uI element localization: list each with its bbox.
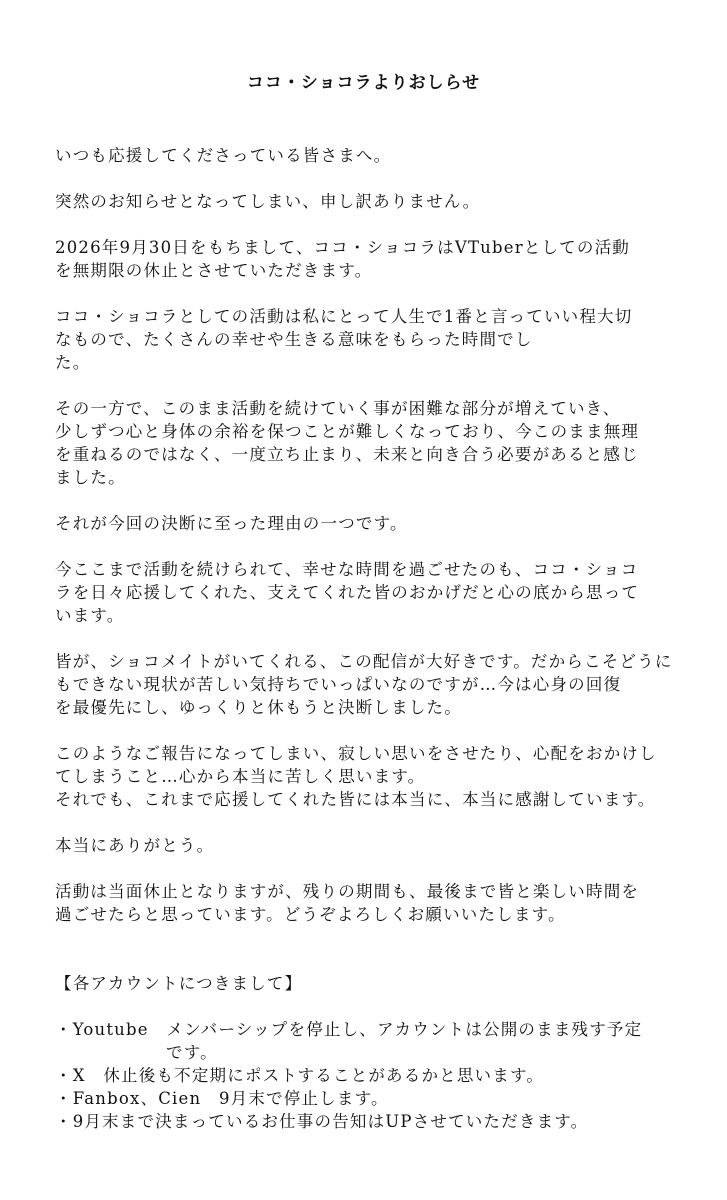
spacer bbox=[55, 949, 695, 972]
paragraph-line: 活動は当面休止となりますが、残りの期間も、最後まで皆と楽しい時間を bbox=[55, 882, 640, 901]
paragraph-line: このようなご報告になってしまい、寂しい思いをさせたり、心配をおかけし bbox=[55, 744, 657, 763]
paragraph-line: 本当にありがとう。 bbox=[55, 836, 215, 855]
announcement-body bbox=[55, 144, 695, 1133]
paragraph-line: 皆が、ショコメイトがいてくれる、この配信が大好きです。だからこそどうに bbox=[55, 652, 673, 671]
paragraph-line: ラを日々応援してくれた、支えてくれた皆のおかげだと心の底から思って bbox=[55, 583, 640, 602]
account-item bbox=[55, 1018, 695, 1064]
paragraph bbox=[55, 558, 695, 627]
paragraph bbox=[55, 512, 695, 535]
account-item-text: ・Youtube メンバーシップを停止し、アカウントは公開のまま残す予定 bbox=[55, 1020, 643, 1039]
paragraph-line: を重ねるのではなく、一度立ち止まり、未来と向き合う必要があると感じ bbox=[55, 445, 639, 464]
paragraph-line: それでも、これまで応援してくれた皆には本当に、本当に感謝しています。 bbox=[55, 790, 656, 809]
paragraph-list bbox=[55, 144, 695, 926]
paragraph-line: を無期限の休止とさせていただきます。 bbox=[55, 261, 373, 280]
paragraph bbox=[55, 650, 695, 719]
paragraph-line: 突然のお知らせとなってしまい、申し訳ありません。 bbox=[55, 192, 481, 211]
paragraph-line: を最優先にし、ゆっくりと休もうと決断しました。 bbox=[55, 698, 462, 717]
paragraph-line: ココ・ショコラとしての活動は私にとって人生で1番と言っていい程大切 bbox=[55, 307, 633, 326]
paragraph-line: 2026年9月30日をもちまして、ココ・ショコラはVTuberとしての活動 bbox=[55, 238, 630, 257]
paragraph-line: 今ここまで活動を続けられて、幸せな時間を過ごせたのも、ココ・ショコ bbox=[55, 560, 639, 579]
paragraph bbox=[55, 397, 695, 489]
paragraph bbox=[55, 236, 695, 282]
account-item-continuation: です。 bbox=[166, 1043, 218, 1062]
paragraph-line: ました。 bbox=[55, 468, 126, 487]
paragraph bbox=[55, 834, 695, 857]
paragraph bbox=[55, 742, 695, 811]
paragraph-line: その一方で、このまま活動を続けていく事が困難な部分が増えていき、 bbox=[55, 399, 621, 418]
account-item bbox=[55, 1087, 695, 1110]
accounts-heading: 【各アカウントにつきまして】 bbox=[55, 974, 303, 993]
paragraph-line: もできない現状が苦しい気持ちでいっぱいなのですが…今は心身の回復 bbox=[55, 675, 622, 694]
account-item-text: ・X 休止後も不定期にポストすることがあるかと思います。 bbox=[55, 1066, 545, 1085]
paragraph bbox=[55, 190, 695, 213]
paragraph bbox=[55, 880, 695, 926]
paragraph bbox=[55, 144, 695, 167]
account-item-text: ・Fanbox、Cien 9月末で停止します。 bbox=[55, 1089, 389, 1108]
paragraph-line: 少しずつ心と身体の余裕を保つことが難しくなっており、今このまま無理 bbox=[55, 422, 640, 441]
paragraph-line: いつも応援してくださっている皆さまへ。 bbox=[55, 146, 392, 165]
accounts-list bbox=[55, 1018, 695, 1133]
account-item-text: ・9月末まで決まっているお仕事の告知はUPさせていただきます。 bbox=[55, 1112, 589, 1131]
paragraph-line: なもので、たくさんの幸せや生きる意味をもらった時間でし bbox=[55, 330, 533, 349]
account-item bbox=[55, 1110, 695, 1133]
paragraph-line: た。 bbox=[55, 353, 91, 372]
paragraph bbox=[55, 305, 695, 374]
page-title: ココ・ショコラよりおしらせ bbox=[246, 73, 481, 93]
paragraph-line: てしまうこと…心から本当に苦しく思います。 bbox=[55, 767, 426, 786]
account-item bbox=[55, 1064, 695, 1087]
paragraph-line: います。 bbox=[55, 606, 125, 625]
paragraph-line: 過ごせたらと思っています。どうぞよろしくお願いいたします。 bbox=[55, 905, 566, 924]
paragraph-line: それが今回の決断に至った理由の一つです。 bbox=[55, 514, 408, 533]
